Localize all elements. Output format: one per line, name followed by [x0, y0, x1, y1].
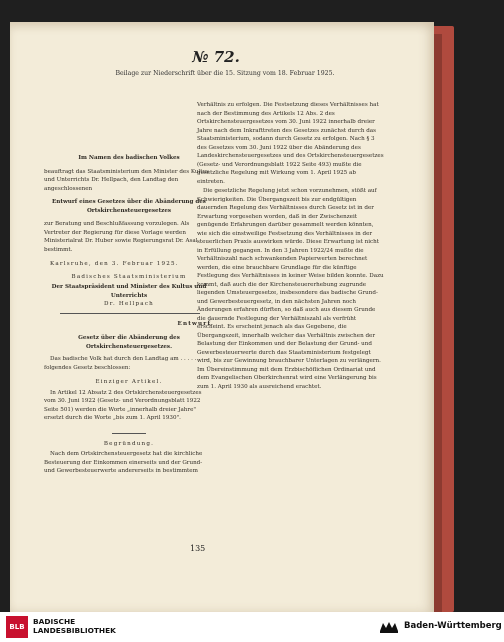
intro-text: beauftragt das Staatsministerium den Minister des Kultus und Unterrichts Dr. Hellpach, den Landtag den angeschlossenen [44, 168, 210, 192]
entwurf-label: Entwurf. [177, 320, 214, 327]
left-column [44, 154, 214, 476]
blb-logo: BLB [6, 616, 28, 638]
signature: Dr. Hellpach [104, 301, 154, 307]
place-date: Karlsruhe, den 3. Februar 1925. [50, 261, 179, 267]
bw-lions-icon [378, 619, 400, 635]
gesetz-title: Gesetz über die Abänderung des Ortskirchensteuergesetzes. [78, 335, 180, 350]
zur-beratung-text: zur Beratung und Beschlußfassung vorzulegen. Als Vertreter der Regierung für diese Vorlage werden Ministerialrat Dr. Huber sowie Regierungsrat Dr. Asal bestimmt. [44, 221, 198, 253]
right-paragraph-2: Die gesetzliche Regelung jetzt schon vorzunehmen, stößt auf Schwierigkeiten. Die Übergangszeit bis zur endgültigen dauernden Regelung des Verhältnisses durch Gesetz ist in der Erwartung vorgesehen worden, daß in der Zwischenzeit genügende Erfahrungen darüber gesammelt werden könnten, wie sich die einstweilige Festsetzung des Verhältnisses in der steuerlichen Praxis auswirken würde. Diese Erwartung ist nicht in Erfüllung gegangen. In den 3 Jahren 1922/24 mußte die Verhältniszahl nach schwankenden Papierwerten berechnet werden, die eine brauchbare Grundlage für die künftige Festlegung des Verhältnisses in keiner Weise bilden konnte. Dazu kommt, daß auch die der Kirchensteuererhebung zugrunde liegenden Umsteuergesetze, insbesondere das badische Grund- und Gewerbesteuergesetz, in den nächsten Jahren noch Änderungen erfahren dürften, so daß auch aus diesem Grunde die dauernde Festlegung der Verhältniszahl als verfrüht erscheint. Es erscheint jenach als das Gegebene, die Übergangszeit, innerhalb welcher das Verhältnis zwischen der Belastung der Einkommen und der Belastung der Grund- und Gewerbesteuerwerte durch das Staatsministerium festgelegt wird, bis zur Gewinnung brauchbarer Unterlagen zu verlängern. Im Übereinstimmung mit dem Erzbischöflichen Ordinariat und dem Evangelischen Oberkirchenrat wird eine Verlängerung bis zum 1. April 1930 als ausreichend erachtet. [197, 188, 384, 390]
begruendung-text: Nach dem Ortskirchensteuergesetz hat die kirchliche Besteuerung der Einkommen einerseits und der Grund- und Gewerbesteuerwerte andererseits in bestimmtem [44, 451, 203, 474]
ministry-name: Badisches Staatsministerium [71, 273, 187, 280]
entwurf-title: Entwurf eines Gesetzes über die Abänderung des Ortskirchensteuergesetzes [52, 199, 206, 214]
right-paragraph-1: Verhältnis zu erfolgen. Die Festsetzung dieses Verhältnisses hat nach der Bestimmung des Artikels 12 Abs. 2 des Ortskirchensteuergesetzes vom 30. Juni 1922 innerhalb dreier Jahre nach dem Inkrafttreten des Gesetzes zunächst durch das Staatsministerium, sodann durch Gesetz zu erfolgen. Nach § 3 des Gesetzes vom 30. Juni 1922 über die Abänderung des Landeskirchensteuergesetzes und des Ortskirchensteuergesetzes (Gesetz- und Verordnungsblatt 1922 Seite 493) mußte die gesetzliche Regelung mit Wirkung vom 1. April 1925 ab eintreten. [197, 102, 384, 185]
blb-name [33, 617, 116, 635]
beilage-line: Beilage zur Niederschrift über die 15. Sitzung vom 18. Februar 1925. [115, 70, 335, 77]
right-column [197, 101, 385, 391]
begruendung-heading: Begründung. [103, 440, 155, 447]
artikel-heading: Einziger Artikel. [95, 379, 163, 385]
blb-line-1: BADISCHE [33, 617, 76, 626]
bw-name: Baden-Württemberg [404, 621, 502, 631]
volk-text: Das badische Volk hat durch den Landtag am . . . . . . . . folgendes Gesetz beschlossen: [44, 356, 208, 371]
separator-rule [60, 313, 200, 314]
page-footer-number: 135 [190, 544, 206, 553]
president-title: Der Staatspräsident und Minister des Kultus und Unterrichts [51, 284, 207, 299]
document-number: № 72. [192, 48, 240, 66]
artikel-text: In Artikel 12 Absatz 2 des Ortskirchensteuergesetzes vom 30. Juni 1922 (Gesetz- und Verordnungsblatt 1922 Seite 501) werden die Worte „innerhalb dreier Jahre" ersetzt durch die Worte „bis zum 1. April 1930". [44, 389, 202, 421]
heading-im-namen: Im Namen des badischen Volkes [78, 155, 180, 161]
blb-line-2: LANDESBIBLIOTHEK [33, 626, 116, 635]
separator-rule-short [112, 433, 146, 434]
